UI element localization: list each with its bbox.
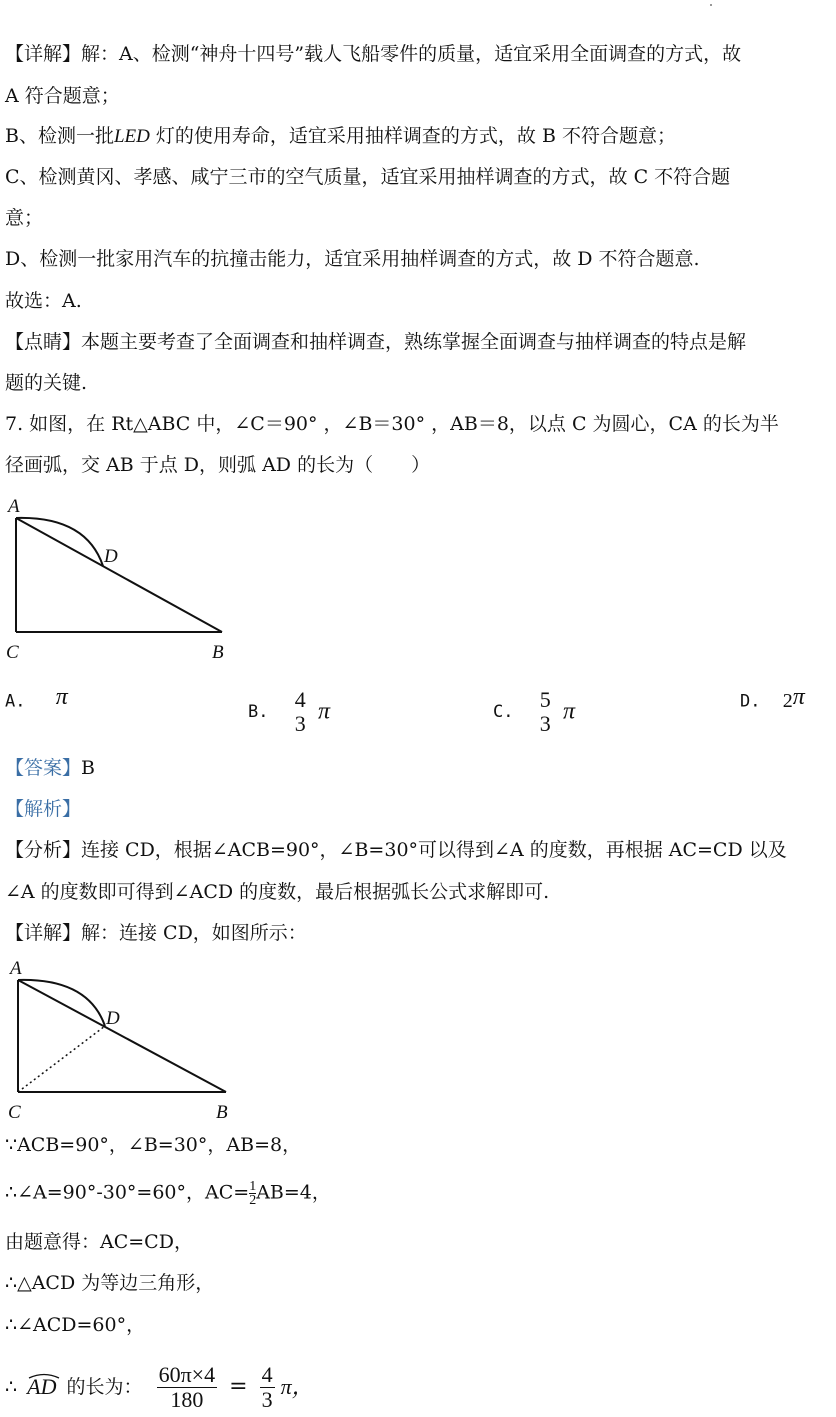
solution-line-8: ∴∠ACD=60°， [5, 1314, 146, 1336]
option-a-value: π [55, 684, 68, 710]
side-ab [18, 980, 226, 1092]
solution-line-7: ∴△ACD 为等边三角形， [5, 1272, 215, 1294]
text: 的长为： [66, 1376, 143, 1398]
numerator: 4 [294, 687, 306, 712]
label-b: B [212, 642, 224, 663]
denominator: 3 [261, 1386, 273, 1412]
option-b-label: B. [248, 702, 269, 722]
option-b [248, 688, 330, 736]
option-c [493, 688, 575, 736]
arc-mark [27, 1371, 61, 1379]
solution-line-2: ∠A 的度数即可得到∠ACD 的度数，最后根据弧长公式求解即可. [5, 881, 550, 903]
numerator: 5 [539, 687, 551, 712]
option-a [5, 684, 68, 715]
numerator: 4 [261, 1361, 273, 1387]
answer-value: B [81, 757, 95, 779]
denominator: 3 [539, 711, 551, 736]
label-a: A [10, 958, 22, 979]
option-c-fraction [538, 688, 553, 736]
option-b-fraction [293, 688, 308, 736]
label-c: C [8, 1102, 21, 1123]
solution-line-5 [5, 1180, 331, 1206]
label-a: A [8, 496, 20, 517]
result-fraction [260, 1363, 275, 1412]
option-d-value: 2 [782, 690, 793, 712]
question-figure [0, 490, 260, 670]
led-term: LED [113, 126, 150, 147]
solution-line-6: 由题意得：AC=CD， [5, 1231, 193, 1253]
denominator: 180 [170, 1386, 204, 1412]
answer-line [5, 756, 95, 782]
label-d: D [106, 1008, 120, 1029]
explanation-line-2: A 符合题意； [5, 85, 120, 107]
answer-tag: 【答案】 [5, 757, 82, 779]
comment-line-2: 题的关键. [5, 372, 88, 394]
option-d [740, 684, 805, 715]
option-a-label: A. [5, 691, 26, 712]
solution-figure [0, 952, 260, 1127]
numerator: 60π×4 [158, 1361, 216, 1387]
solution-line-4: ∵ACB=90°，∠B=30°，AB=8， [5, 1134, 302, 1156]
solution-line-1: 【分析】连接 CD，根据∠ACB=90°，∠B=30°可以得到∠A 的度数，再根据 AC=CD 以及 [5, 839, 787, 861]
explanation-line-3 [5, 124, 676, 150]
label-d: D [104, 546, 118, 567]
arc-length-fraction [157, 1363, 218, 1412]
text: AB=4， [256, 1181, 331, 1204]
arc-ad-label: AD [27, 1373, 57, 1399]
explanation-line-1: 【详解】解：A、检测“神舟十四号”载人飞船零件的质量，适宜采用全面调查的方式，故 [5, 43, 742, 65]
therefore: ∴ [5, 1376, 18, 1398]
explanation-line-6: D、检测一批家用汽车的抗撞击能力，适宜采用抽样调查的方式，故 D 不符合题意. [5, 248, 700, 270]
label-c: C [6, 642, 19, 663]
arc-ad-notation [27, 1375, 56, 1400]
denominator: 3 [294, 711, 306, 736]
arc-mark-path [29, 1374, 59, 1378]
result-pi: π， [280, 1374, 314, 1399]
option-c-pi: π [562, 698, 576, 725]
side-ab [16, 518, 222, 632]
label-b: B [216, 1102, 228, 1123]
top-dot [710, 4, 712, 6]
option-c-label: C. [493, 702, 514, 722]
analysis-tag: 【解析】 [5, 798, 82, 820]
text: 灯的使用寿命，适宜采用抽样调查的方式，故 B 不符合题意； [149, 125, 676, 147]
explanation-line-5: 意； [5, 207, 44, 229]
numerator: 1 [249, 1179, 257, 1194]
choice-line: 故选：A. [5, 290, 82, 312]
option-d-pi: π [792, 684, 805, 710]
solution-line-3: 【详解】解：连接 CD，如图所示： [5, 922, 307, 944]
comment-line-1: 【点睛】本题主要考查了全面调查和抽样调查，熟练掌握全面调查与抽样调查的特点是解 [5, 331, 747, 353]
option-b-pi: π [317, 698, 331, 725]
option-d-label: D. [740, 691, 761, 712]
text: B、检测一批 [5, 125, 114, 147]
explanation-line-4: C、检测黄冈、孝感、咸宁三市的空气质量，适宜采用抽样调查的方式，故 C 不符合题 [5, 166, 731, 188]
solution-line-9 [5, 1356, 314, 1416]
question-line-1: 7. 如图，在 Rt△ABC 中，∠C＝90° ，∠B＝30° ，AB＝8，以点 C 为圆心，CA 的长为半 [5, 413, 779, 435]
segment-cd [18, 1026, 105, 1092]
equals: = [229, 1374, 248, 1399]
text: ∴∠A=90°-30°=60°，AC= [5, 1181, 250, 1204]
question-line-2: 径画弧，交 AB 于点 D，则弧 AD 的长为（ ） [5, 454, 431, 476]
denominator: 2 [249, 1193, 257, 1208]
